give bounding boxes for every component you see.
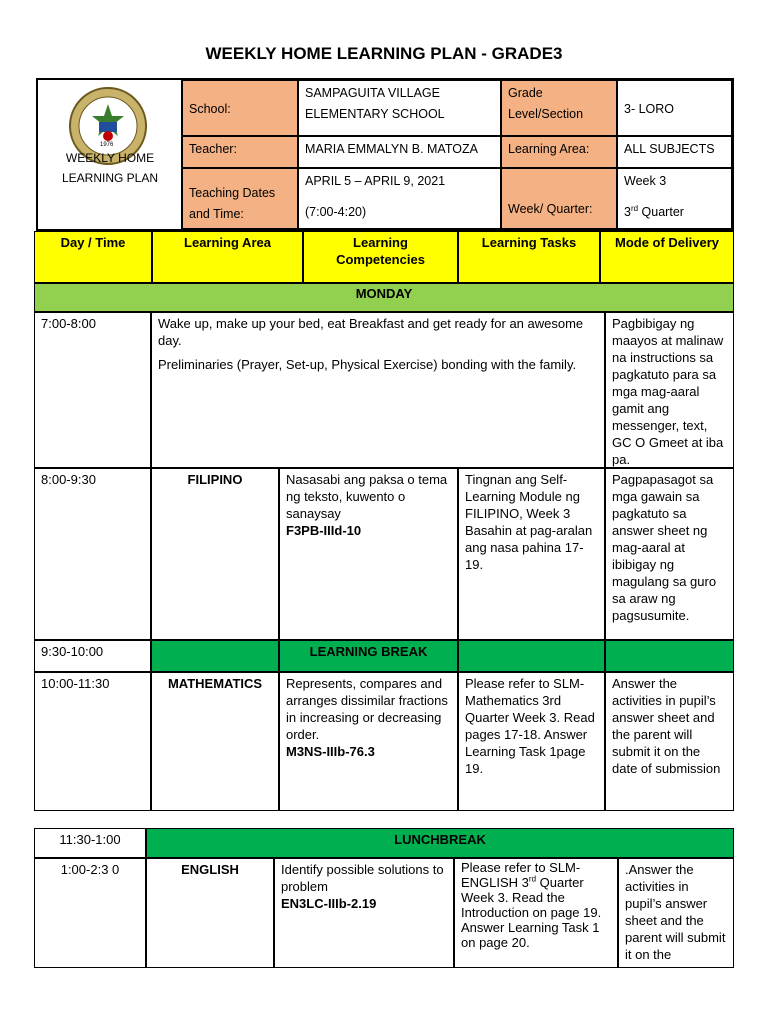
row2-task: Tingnan ang Self-Learning Module ng FILIPINO, Week 3 Basahin at pag-aralan ang nasa pahina 17-19. <box>458 468 605 640</box>
week-quarter-value: Week 3 3rd Quarter <box>617 168 732 229</box>
row3-green-b <box>458 640 605 672</box>
area-label: Learning Area: <box>501 136 617 168</box>
logo-year: 1976 <box>100 142 114 148</box>
col-tasks: Learning Tasks <box>458 231 600 283</box>
col-day-time: Day / Time <box>34 231 152 283</box>
col-competencies: Learning Competencies <box>303 231 458 283</box>
school-value: SAMPAGUITA VILLAGE ELEMENTARY SCHOOL <box>298 80 501 136</box>
row3-green-c <box>605 640 734 672</box>
row6-competency: Identify possible solutions to problem EN3LC-IIIb-2.19 <box>274 858 454 968</box>
school-label: School: <box>182 80 298 136</box>
dates-label: Teaching Dates and Time: <box>182 168 298 229</box>
row5-lunch: LUNCHBREAK <box>146 828 734 858</box>
grade-value: 3- LORO <box>617 80 732 136</box>
dates-value: APRIL 5 – APRIL 9, 2021 (7:00-4:20) <box>298 168 501 229</box>
row6-task: Please refer to SLM-ENGLISH 3rd Quarter Week 3. Read the Introduction on page 19. Answer Learning Task 1 on page 20. <box>454 858 618 968</box>
area-value: ALL SUBJECTS <box>617 136 732 168</box>
row3-green-a <box>151 640 279 672</box>
row3-time: 9:30-10:00 <box>34 640 151 672</box>
row5-time: 11:30-1:00 <box>34 828 146 858</box>
row4-mode: Answer the activities in pupil’s answer sheet and the parent will submit it on the date of submission <box>605 672 734 811</box>
day-monday: MONDAY <box>34 283 734 312</box>
row1-time: 7:00-8:00 <box>34 312 151 468</box>
plan-label: WEEKLY HOME LEARNING PLAN <box>61 151 159 185</box>
col-learning-area: Learning Area <box>152 231 303 283</box>
row2-mode: Pagpapasagot sa mga gawain sa pagkatuto sa answer sheet ng mag-aaral at ibibigay ng magulang sa guro sa araw ng pagsusumite. <box>605 468 734 640</box>
row2-time: 8:00-9:30 <box>34 468 151 640</box>
col-mode: Mode of Delivery <box>600 231 734 283</box>
row4-competency: Represents, compares and arranges dissimilar fractions in increasing or decreasing order. M3NS-IIIb-76.3 <box>279 672 458 811</box>
teacher-value: MARIA EMMALYN B. MATOZA <box>298 136 501 168</box>
teacher-label: Teacher: <box>182 136 298 168</box>
row2-area: FILIPINO <box>151 468 279 640</box>
row4-time: 10:00-11:30 <box>34 672 151 811</box>
row6-time: 1:00-2:3 0 <box>34 858 146 968</box>
row6-area: ENGLISH <box>146 858 274 968</box>
row1-activity: Wake up, make up your bed, eat Breakfast and get ready for an awesome day. Preliminaries (Prayer, Set-up, Physical Exercise) bonding with the family. <box>151 312 605 468</box>
row3-break: LEARNING BREAK <box>279 640 458 672</box>
row1-mode: Pagbibigay ng maayos at malinaw na instructions sa pagkatuto para sa mga mag-aaral gamit ang messenger, text, GC O Gmeet at iba pa. <box>605 312 734 468</box>
row2-competency: Nasasabi ang paksa o tema ng teksto, kuwento o sanaysay F3PB-IIId-10 <box>279 468 458 640</box>
row4-task: Please refer to SLM-Mathematics 3rd Quarter Week 3. Read pages 17-18. Answer Learning Task 1page 19. <box>458 672 605 811</box>
logo-cell <box>38 80 182 229</box>
row4-area: MATHEMATICS <box>151 672 279 811</box>
row6-mode: .Answer the activities in pupil’s answer sheet and the parent will submit it on the <box>618 858 734 968</box>
grade-label: Grade Level/Section <box>501 80 617 136</box>
week-quarter-label: Week/ Quarter: <box>501 168 617 229</box>
header-table <box>36 78 734 231</box>
page-title: WEEKLY HOME LEARNING PLAN - GRADE3 <box>205 44 563 63</box>
